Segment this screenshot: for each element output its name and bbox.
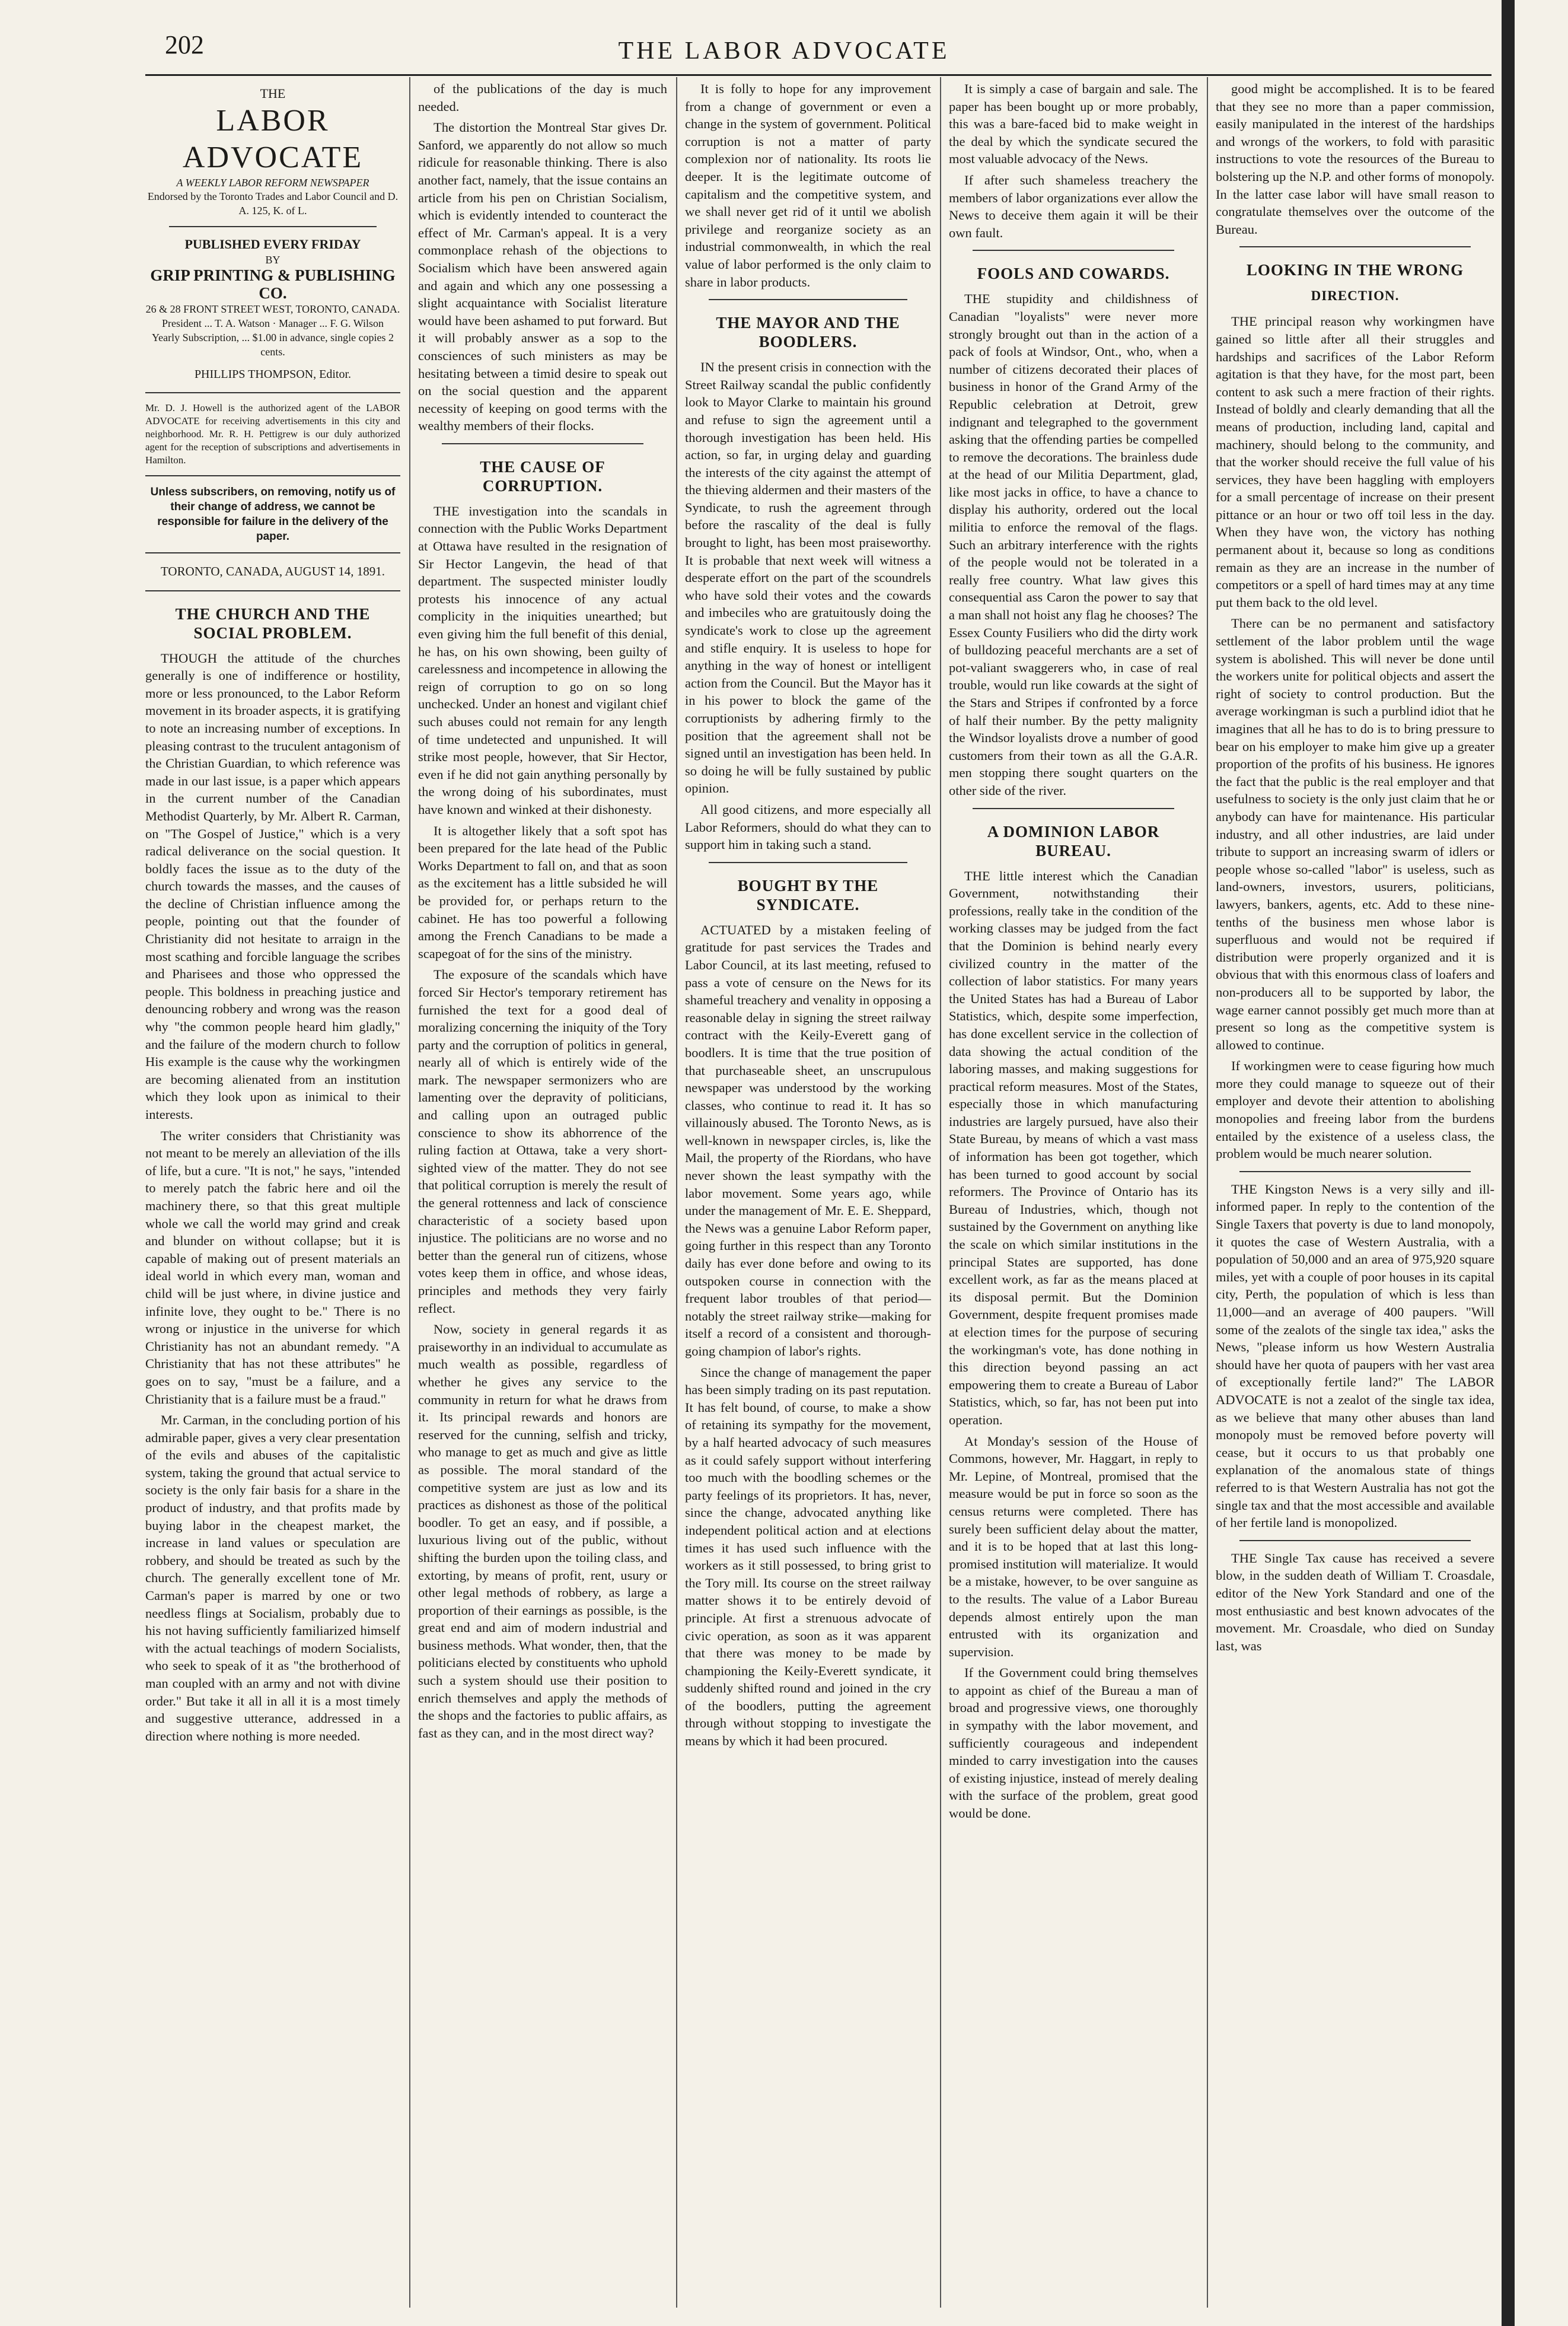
article-paragraph: At Monday's session of the House of Commons, however, Mr. Haggart, in reply to Mr. Lepine, of Montreal, promised that the measure would be put in force so soon as the census returns were completed. There has surely been sufficient delay about the matter, and it is to be hoped that at last this long-promised institution will materialize. It would be a mistake, however, to be over sanguine as to the results. The value of a Labor Bureau depends almost entirely upon the man entrusted with its organization and supervision. bbox=[949, 1433, 1198, 1659]
dateline: TORONTO, CANADA, AUGUST 14, 1891. bbox=[160, 564, 385, 578]
article-headline-direction: LOOKING IN THE WRONG bbox=[1246, 261, 1464, 279]
column-1 bbox=[145, 80, 400, 2305]
article-paragraph: of the publications of the day is much needed. bbox=[418, 81, 667, 114]
article-paragraph: It is simply a case of bargain and sale. The paper has been bought up or more probably, this was a bare-faced bid to make weight in the deal by which the syndicate secured the most valuable advocacy of the News. bbox=[949, 81, 1198, 167]
divider bbox=[145, 552, 400, 553]
article-paragraph: It is folly to hope for any improvement from a change of government or even a change in the system of government. Political corruption is not a matter of party complexion nor of nationality. Its roots lie deeper. It is the legitimate outcome of capitalism and the competitive system, and we shall never get rid of it until we abolish privilege and reorganize society as an industrial commonwealth, in which the real value of labor performed is the only claim to share in labor products. bbox=[685, 81, 931, 289]
column-rule bbox=[409, 77, 410, 2308]
column-5 bbox=[1216, 80, 1494, 2305]
article-paragraph: It is altogether likely that a soft spot has been prepared for the late head of the Public Works Department to fall on, and that as soon as the excitement has a little subsided he will be provided for, or perhaps return to the cabinet. He has too powerful a following among the French Canadians to be made a scapegoat of for the sins of the ministry. bbox=[418, 823, 667, 961]
running-title: THE LABOR ADVOCATE bbox=[618, 37, 950, 65]
article-paragraph: The distortion the Montreal Star gives Dr. Sanford, we apparently do not allow so much ridicule for reasonable thinking. There is also another fact, namely, that the issue contains an article from his pen on Christian Socialism, which is evidently intended to counteract the effect of Mr. Carman's appeal. It is a very commonplace rehash of the objections to Socialism which have been answered again and again and which any one possessing a slight acquaintance with Socialist literature would have been ashamed to put forward. But it will probably answer as a sop to the consciences of such ministers as may be hesitating between a timid desire to speak out on the social question and the apparent necessity of keeping on good terms with the wealthy members of their flocks. bbox=[418, 120, 667, 434]
article-paragraph: THE stupidity and childishness of Canadian "loyalists" were never more strongly brought out than in the action of a pack of fools at Windsor, Ont., who, when a number of citizens decorated their places of business in honor of the Grand Army of the Republic celebration at Detroit, grew indignant and telegraphed to the government asking that the offending parties be compelled to remove the decorations. The brainless dude at the head of our Militia Department, glad, like most jacks in office, to have a chance to display his authority, ordered out the local militia to enforce the removal of the flags. Such an arbitrary interference with the rights of the people would not be tolerated in a really free country. What law gives this consequential ass Caron the power to say that a man shall not hoist any flag he chooses? The Essex County Fusiliers who did the dirty work of bulldozing peaceful merchants are a set of pot-valiant swaggerers who, in case of real trouble, would run like cowards at the sight of the Stars and Stripes if confronted by a force of half their number. By the petty malignity the Windsor loyalists drove a number of good customers from their town as all the G.A.R. men stopping there sought quarters on the other side of the river. bbox=[949, 291, 1198, 798]
agent-note: Mr. D. J. Howell is the authorized agent of the LABOR ADVOCATE for receiving advertisements in this city and neighborhood. Mr. R. H. Pettigrew is our duly authorized agent for the reception of subscriptions and advertisements in Hamilton. bbox=[145, 402, 400, 466]
article-headline-fools: FOOLS AND COWARDS. bbox=[977, 265, 1170, 283]
divider bbox=[145, 392, 400, 393]
article-paragraph: Mr. Carman, in the concluding portion of his admirable paper, gives a very clear presentation of the evils and abuses of the capitalistic system, taking the ground that actual service to society is the only fair basis for a share in the product of industry, and that profits made by buying labor in the cheapest market, the increase in land values or speculation are robbery, and should be treated as such by the church. The generally excellent tone of Mr. Carman's paper is marred by one or two needless flings at Socialism, probably due to his not having sufficiently familiarized himself with the actual teachings of modern Socialists, who seek to speak of it as "the brotherhood of man coupled with an army and not with divine order." But take it all in all it is a most timely and suggestive utterance, addressed in a direction where nothing is more needed. bbox=[145, 1412, 400, 1743]
divider bbox=[145, 475, 400, 476]
article-paragraph: good might be accomplished. It is to be feared that they see no more than a paper commission, easily manipulated in the interest of the hardships and wrongs of the workers, to fold with parasitic instructions to vote the resources of the Bureau to bolstering up the N.P. and other forms of monopoly. In the latter case labor will have small reason to congratulate themselves over the outcome of the Bureau. bbox=[1216, 81, 1494, 237]
article-headline-bureau: A DOMINION LABOR BUREAU. bbox=[987, 822, 1160, 860]
column-rule bbox=[676, 77, 677, 2308]
page-edge-shadow bbox=[1502, 0, 1515, 2326]
subscription-rates: Yearly Subscription, ... $1.00 in advance, single copies 2 cents. bbox=[151, 332, 394, 358]
article-paragraph: Since the change of management the paper has been simply trading on its past reputation. It has felt bound, of course, to make a show of retaining its sympathy for the movement, by a half hearted advocacy of such measures as it could safely support without interfering too much with the boodling schemes or the party feelings of its proprietors. It has, never, since the change, advocated anything like independent political action and at elections times it has used such influence with the workers as it still possessed, to bring grist to the Tory mill. Its course on the street railway matter shows it to be entirely devoid of principle. At first a strenuous advocate of civic operation, as soon as it was apparent that there was money to be made by championing the Keily-Everett syndicate, it suddenly shifted round and joined in the cry of the boodlers, putting the agreement through without stopping to investigate the means by which it had been procured. bbox=[685, 1364, 931, 1749]
article-paragraph: If after such shameless treachery the members of labor organizations ever allow the News to deceive them again it will be their own fault. bbox=[949, 172, 1198, 240]
article-paragraph: If the Government could bring themselves to appoint as chief of the Bureau a man of broad and progressive views, one thoroughly in sympathy with the labor movement, and sufficiently courageous and independent minded to carry investigation into the causes of existing injustice, instead of merely dealing with the surface of the problem, great good would be done. bbox=[949, 1665, 1198, 1821]
divider bbox=[1239, 1171, 1471, 1172]
officers-line: President ... T. A. Watson · Manager ... F. G. Wilson bbox=[161, 317, 384, 330]
masthead-subtitle: A WEEKLY LABOR REFORM NEWSPAPER bbox=[176, 176, 369, 189]
article-paragraph: If workingmen were to cease figuring how much more they could manage to squeeze out of their employer and devote their attention to abolishing monopolies and freeing labor from the burdens entailed by the existence of a useless class, the problem would be much nearer solution. bbox=[1216, 1058, 1494, 1162]
article-paragraph: THE Single Tax cause has received a severe blow, in the sudden death of William T. Croasdale, editor of the New York Standard and one of the most enthusiastic and best known advocates of the movement. Mr. Croasdale, who died on Sunday last, was bbox=[1216, 1550, 1494, 1653]
divider bbox=[169, 226, 377, 227]
article-headline-direction-sub: DIRECTION. bbox=[1311, 288, 1400, 304]
article-paragraph: ACTUATED by a mistaken feeling of gratitude for past services the Trades and Labor Council, at its last meeting, refused to pass a vote of censure on the News for its shameful treachery and venality in opposing a reasonable delay in signing the street railway contract with the Keily-Everett gang of boodlers. It is time that the true position of that purchaseable sheet, an unscrupulous newspaper was understood by the working classes, who continue to read it. It has so villainously abused. The Toronto News, as is well-known in newspaper circles, is, like the Mail, the property of the Riordans, who have never shown the least sympathy with the labor movement. Some years ago, while under the management of Mr. E. E. Sheppard, the News was a genuine Labor Reform paper, going further in this respect than any Toronto daily has ever done before and owing to its outspoken course in connection with the frequent labor troubles of that period—notably the street railway strike—making for itself a record of a consistent and thorough-going champion of labor's rights. bbox=[685, 922, 931, 1358]
divider bbox=[709, 862, 907, 863]
article-paragraph: THE principal reason why workingmen have gained so little after all their struggles and hardships and sacrifices of the Labor Reform agitation is that they have, for the most part, been content to ask such a mere fraction of their rights. Instead of boldly and clearly demanding that all the means of production, including land, capital and machinery, should belong to the community, and that the worker should receive the full value of his services, they have been haggling with employers for a small percentage of increase on their present pittance or an hour or two off toil less in the day. When they have won, the victory has nothing permanent about it, because so long as conditions remain as they are an increase in the number of competitors or a spell of hard times may at any time put them back to the old level. bbox=[1216, 314, 1494, 610]
article-paragraph: All good citizens, and more especially all Labor Reformers, should do what they can to support him in taking such a stand. bbox=[685, 801, 931, 852]
article-paragraph: Now, society in general regards it as praiseworthy in an individual to accumulate as much wealth as possible, regardless of whether he gives any service to the community in return for what he draws from it. Its principal rewards and honors are reserved for the cunning, selfish and tricky, who manage to get as much and give as little as possible. The moral standard of the competitive system are just as low and its practices as dishonest as those of the political boodler. To get an easy, and if possible, a luxurious living out of the public, without shifting the burden upon the toiling class, and extorting, by means of profit, rent, usury or other legal methods of robbery, as large a proportion of their earnings as possible, is the great end and aim of modern industrial and business methods. What wonder, then, that the politicians elected by constituents who uphold such a system should use their position to enrich themselves and apply the methods of the shops and the factories to public affairs, as fast as they can, and in the most direct way? bbox=[418, 1322, 667, 1740]
masthead-endorsement: Endorsed by the Toronto Trades and Labor Council and D. A. 125, K. of L. bbox=[147, 190, 399, 217]
divider bbox=[973, 250, 1174, 251]
subscriber-notice: Unless subscribers, on removing, notify us of their change of address, we cannot be responsible for failure in the delivery of the paper. bbox=[150, 485, 396, 543]
editor-line: PHILLIPS THOMPSON, Editor. bbox=[194, 368, 352, 381]
divider bbox=[973, 808, 1174, 809]
column-3 bbox=[685, 80, 931, 2305]
divider bbox=[709, 299, 907, 300]
article-headline-mayor: THE MAYOR AND THE BOODLERS. bbox=[716, 314, 900, 351]
article-headline-syndicate: BOUGHT BY THE SYNDICATE. bbox=[737, 876, 879, 914]
article-headline-corruption: THE CAUSE OF CORRUPTION. bbox=[480, 457, 605, 495]
column-rule bbox=[1207, 77, 1208, 2308]
article-paragraph: THE little interest which the Canadian Government, notwithstanding their professions, really take in the condition of the working classes may be judged from the fact that the Dominion is behind nearly every civilized country in the matter of the collection of labor statistics. For many years the United States has had a Bureau of Labor Statistics, which, despite some imperfection, has done excellent service in the collection of data showing the actual condition of the laboring masses, and making suggestions for practical reform measures. Most of the States, especially those in which manufacturing industries are largely pursued, have also their State Bureau, by means of which a vast mass of information has been got together, which has been turned to good account by social reformers. The Province of Ontario has its Bureau of Industries, which, though not sustained by the Government on anything like the scale on which similar institutions in the principal States are supported, has done excellent work, as far as the means placed at its disposal permit. But the Dominion Government, despite frequent promises made at election times for the purpose of securing the workingman's vote, has done nothing in this direction beyond passing an act empowering them to create a Bureau of Labor Statistics, which, so far, has not been put into operation. bbox=[949, 868, 1198, 1427]
article-paragraph: The exposure of the scandals which have forced Sir Hector's temporary retirement has furnished the text for a good deal of moralizing concerning the iniquity of the Tory party and the corruption of politics in general, nearly all of which is entirely wide of the mark. The newspaper sermonizers who are lamenting over the depravity of politicians, and calling upon an outraged public conscience to show its abhorrence of the ruling faction at Ottawa, take a very short-sighted view of the matter. They do not see that political corruption is merely the result of the general rottenness and lack of conscience characteristic of a society based upon injustice. The politicians are no worse and no better than the general run of citizens, whose votes keep them in office, and whose ideas, principles and methods they very fairly reflect. bbox=[418, 967, 667, 1316]
article-paragraph: The writer considers that Christianity was not meant to be merely an alleviation of the ills of life, but a cure. "It is not," he says, "intended to merely patch the fabric here and oil the machinery there, so that this great multiple whole we call the world may grind and creak and blunder on without collapse; but it is capable of making out of present materials an ideal world in which every man, woman and child will be just where, in divine justice and infinite love, they ought to be." There is no wrong or injustice in the universe for which Christianity has not an abundant remedy. "A Christianity that has not these attributes" he goes on to say, "must be a failure, and a Christianity that is a failure must be a fraud." bbox=[145, 1128, 400, 1407]
divider bbox=[145, 590, 400, 591]
header-rule bbox=[145, 74, 1491, 76]
divider bbox=[442, 443, 643, 444]
article-paragraph: THE investigation into the scandals in connection with the Public Works Department at Ottawa have resulted in the resignation of Sir Hector Langevin, the head of that department. The suspected minister loudly protests his innocence of any actual complicity in the iniquities unearthed; but even giving him the full benefit of this denial, he has, on his own showing, been guilty of carelessness and incompetence in allowing the reign of corruption to go on so long unchecked. Under an honest and vigilant chief such abuses could not remain for any length of time undetected and unpunished. It will strike most people, however, that Sir Hector, even if he did not gain anything personally by the wrong doing of his subordinates, must have known and winked at their dishonesty. bbox=[418, 503, 667, 817]
published-by: BY bbox=[265, 254, 281, 266]
column-2 bbox=[418, 80, 667, 2305]
article-paragraph: There can be no permanent and satisfactory settlement of the labor problem until the wage system is abolished. This will never be done until the workers unite for political objects and assert the right of society to control production. But the average workingman is such a purblind idiot that he imagines that all he has to do is to bring pressure to bear on his employer to make him give up a greater proportion of the profits of his business. He ignores the fact that the public is the real employer and that usefulness to society is the only just claim that he or anybody can have for maintenance. His particular industry, and all other industries, are laid under tribute to support an increasing swarm of idlers or people whose so-called "labor" is useless, such as land-owners, investors, usurers, politicians, lawyers, bankers, agents, etc. Add to these nine-tenths of the business men whose labor is superfluous and would not be required if distribution were properly organized and it is obvious that with this enormous class of loafers and non-producers all to be supported by labor, the wage earner cannot possibly get much more than at present so long as the competitive system is allowed to continue. bbox=[1216, 616, 1494, 1052]
publisher-address: 26 & 28 FRONT STREET WEST, TORONTO, CANADA. bbox=[145, 303, 400, 316]
divider bbox=[1239, 1540, 1471, 1541]
masthead-title: LABOR ADVOCATE bbox=[182, 103, 364, 174]
article-paragraph: IN the present crisis in connection with the Street Railway scandal the public confidently look to Mayor Clarke to maintain his ground and refuse to sign the agreement until a thorough investigation has been held. His action, so far, in urging delay and guarding the interests of the city against the attempt of the thieving aldermen and their masters of the Syndicate, to rush the agreement through before the rascality of the deal is fully brought to light, has been most praiseworthy. It is probable that next week will witness a desperate effort on the part of the scoundrels who have sold their votes and the cowards and imbeciles who are gratuitously doing the syndicate's work to close up the agreement and stifle enquiry. It is useless to hope for anything in the way of honest or intelligent action from the Council. But the Mayor has it in his power to block the game of the corruptionists by adhering firmly to the position that the agreement shall not be signed until an investigation has been held. In so doing he will be fully sustained by public opinion. bbox=[685, 359, 931, 796]
article-paragraph: THE Kingston News is a very silly and ill-informed paper. In reply to the contention of the Single Taxers that poverty is due to land monopoly, it quotes the case of Western Australia, with a population of 50,000 and an area of 975,920 square miles, yet with a couple of poor houses in its capital city, Perth, the population of which is less than 11,000—and an average of 400 paupers. "Will some of the zealots of the single tax idea," asks the News, "please inform us how Western Australia should have her quota of paupers with her vast area of exceptionally fertile land?" The LABOR ADVOCATE is not a zealot of the single tax idea, as we believe that many other abuses than land monopoly must be removed before poverty will cease, but it occurs to us that probably one explanation of the anomalous state of things referred to is that Western Australia has not got the single tax and that the most accessible and available of her fertile land is monopolized. bbox=[1216, 1181, 1494, 1530]
column-4 bbox=[949, 80, 1198, 2305]
article-paragraph: THOUGH the attitude of the churches generally is one of indifference or hostility, more or less pronounced, to the Labor Reform movement in its broader aspects, it is gratifying to note an increasing number of exceptions. In pleasing contrast to the truculent antagonism of the Christian Guardian, to which reference was made in our last issue, is a paper which appears in the current number of the Canadian Methodist Quarterly, by Mr. Albert R. Carman, on "The Gospel of Justice," which is a very radical deliverance on the social question. It boldly faces the issue as to the duty of the church towards the masses, and the causes of the decline of Christian influence among the people, pointing out that the founder of Christianity did not hesitate to arraign in the most scathing and forcible language the scribes and Pharisees and those who oppressed the people. This boldness in preaching justice and denouncing robbery and wrong was the reason why "the common people heard him gladly," and the failure of the modern church to follow His example is the cause why the workingmen are becoming alienated from an institution which they look upon as inimical to their interests. bbox=[145, 650, 400, 1122]
masthead-the: THE bbox=[260, 86, 286, 101]
published-every: PUBLISHED EVERY FRIDAY bbox=[184, 236, 361, 252]
article-headline-church: THE CHURCH AND THE SOCIAL PROBLEM. bbox=[175, 604, 371, 642]
page-number: 202 bbox=[165, 30, 204, 59]
divider bbox=[1239, 246, 1471, 247]
column-rule bbox=[940, 77, 941, 2308]
publisher-company: GRIP PRINTING & PUBLISHING CO. bbox=[150, 266, 396, 302]
